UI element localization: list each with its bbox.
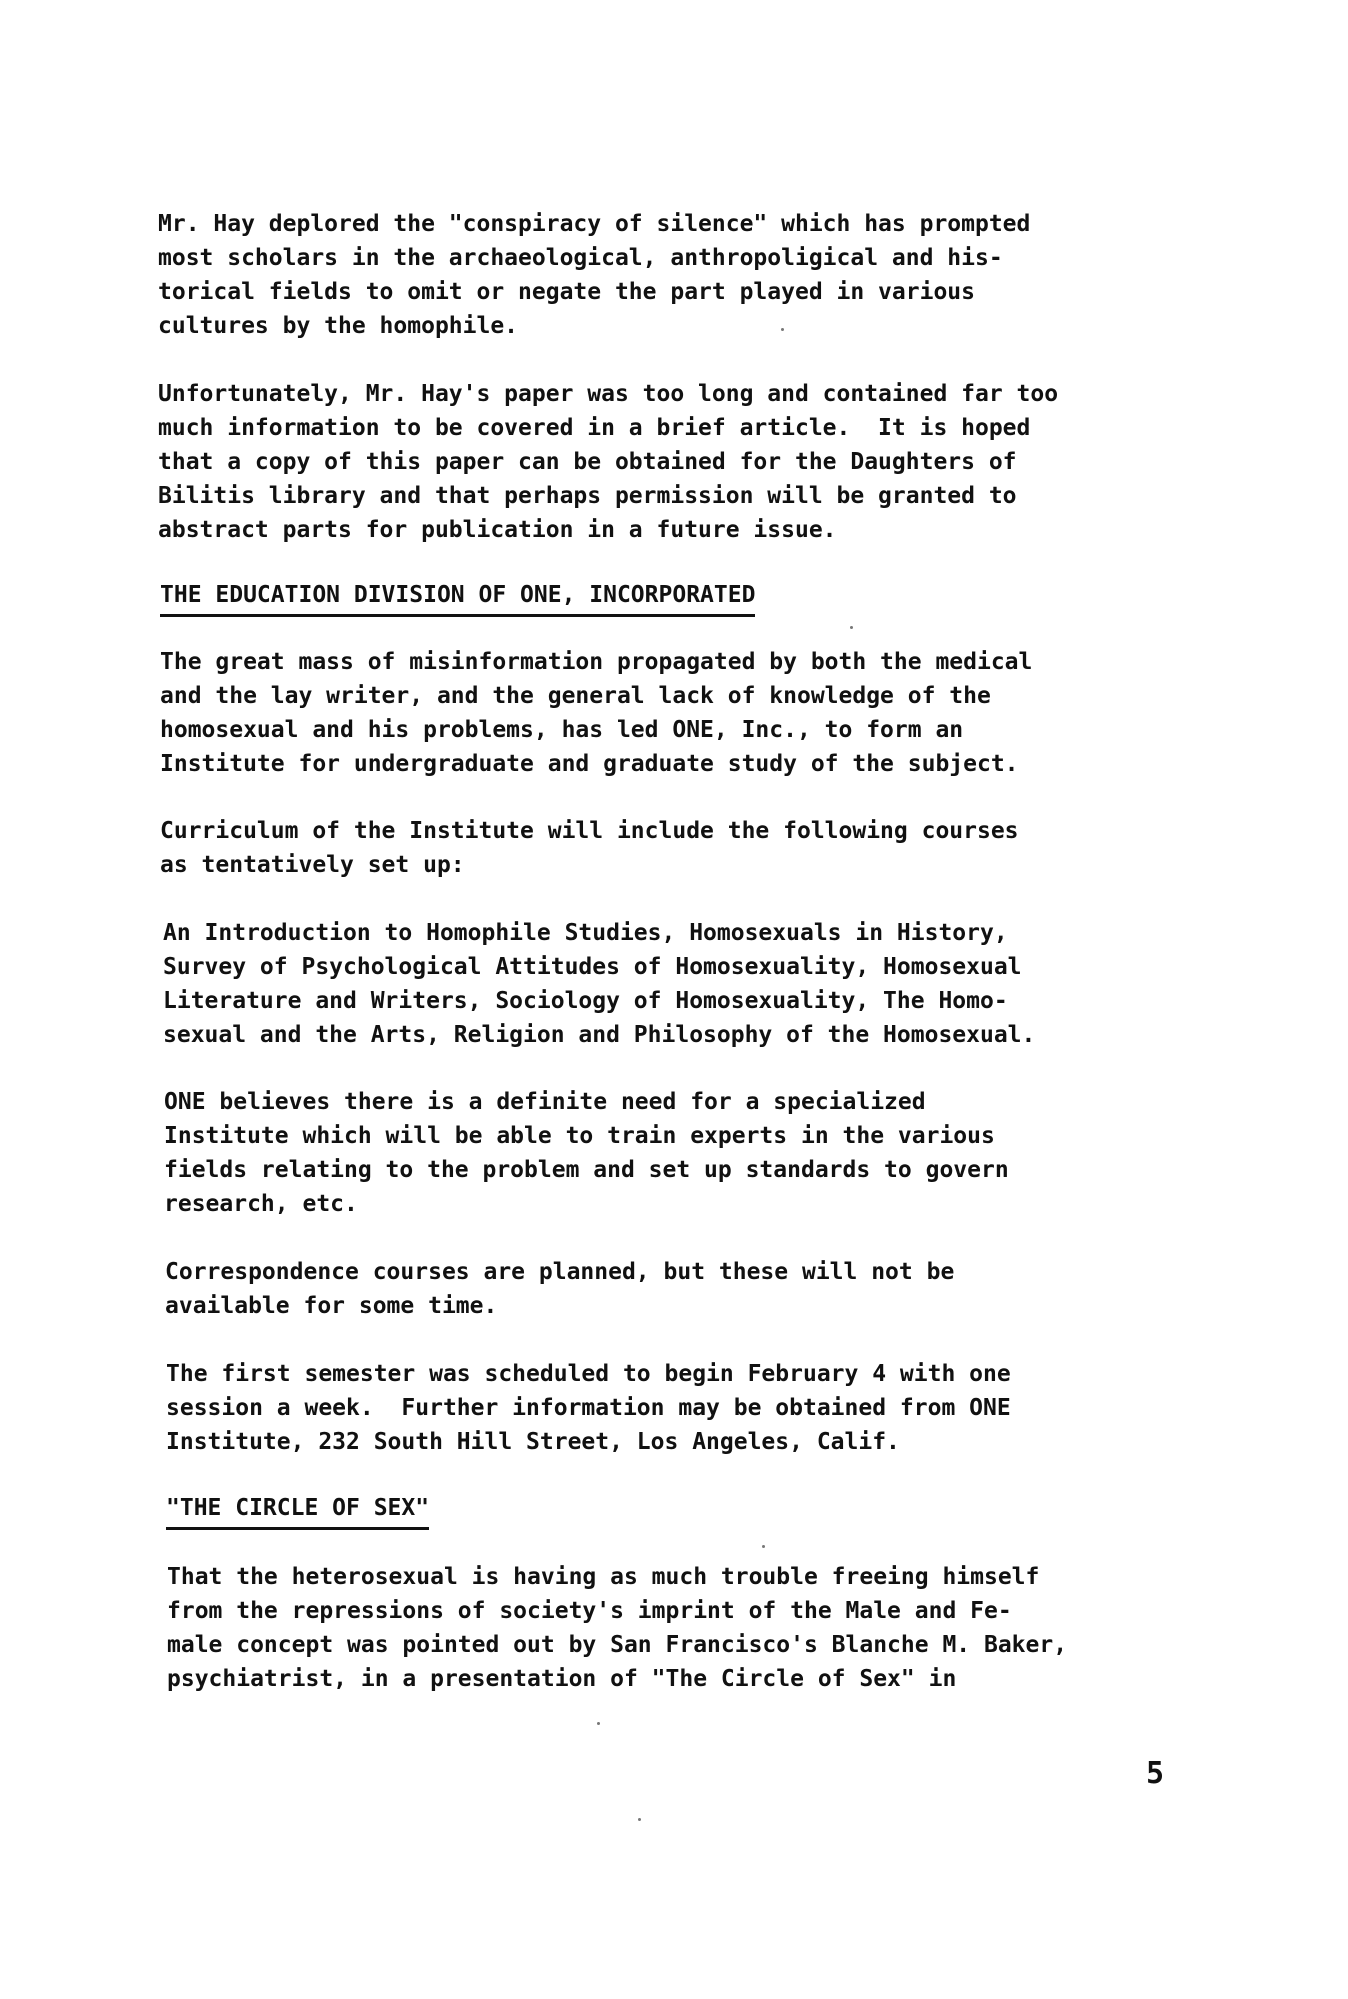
scan-speck: [781, 328, 784, 331]
paragraph-curriculum: Curriculum of the Institute will include the following courses as tentatively set up:: [160, 818, 1019, 878]
scan-speck: [597, 1722, 600, 1725]
scan-speck: [850, 626, 853, 629]
paragraph-misinformation: The great mass of misinformation propagated by both the medical and the lay writer, and the general lack of knowledge of the homosexual and his problems, has led ONE, Inc., to form an Institute for undergraduate and graduate study of the subject.: [160, 649, 1033, 777]
scan-speck: [762, 1545, 765, 1548]
heading-circle-of-sex: "THE CIRCLE OF SEX": [166, 1491, 429, 1530]
paragraph-conspiracy-of-silence: Mr. Hay deplored the "conspiracy of silence" which has prompted most scholars in the archaeological, anthropoligical and his- torical fields to omit or negate the part played in various cultures by the homophile.: [158, 211, 1031, 339]
page-number: 5: [1146, 1756, 1165, 1791]
scan-speck: [638, 1818, 641, 1821]
paragraph-correspondence-courses: Correspondence courses are planned, but these will not be available for some time.: [165, 1259, 955, 1319]
paragraph-first-semester: The first semester was scheduled to begin February 4 with one session a week. Further information may be obtained from ONE Institute, 232 South Hill Street, Los Angeles, Calif.: [166, 1361, 1011, 1455]
paragraph-course-list: An Introduction to Homophile Studies, Homosexuals in History, Survey of Psychological Attitudes of Homosexuality, Homosexual Literature and Writers, Sociology of Homosexuality, The Homo- sexual and the Arts, Religion and Philosophy of the Homosexual.: [163, 920, 1036, 1048]
paragraph-hay-paper: Unfortunately, Mr. Hay's paper was too long and contained far too much information to be covered in a brief article. It is hoped that a copy of this paper can be obtained for the Daughters of Bilitis library and that perhaps permission will be granted to abstract parts for publication in a future issue.: [158, 381, 1059, 543]
paragraph-one-believes: ONE believes there is a definite need for a specialized Institute which will be able to train experts in the various fields relating to the problem and set up standards to govern research, etc.: [164, 1089, 1009, 1217]
paragraph-heterosexual-repressions: That the heterosexual is having as much trouble freeing himself from the repressions of society's imprint of the Male and Fe- male concept was pointed out by San Francisco's Blanche M. Baker, psychiatrist, in a presentation of "The Circle of Sex" in: [167, 1564, 1068, 1692]
heading-education-division: THE EDUCATION DIVISION OF ONE, INCORPORATED: [160, 578, 755, 617]
